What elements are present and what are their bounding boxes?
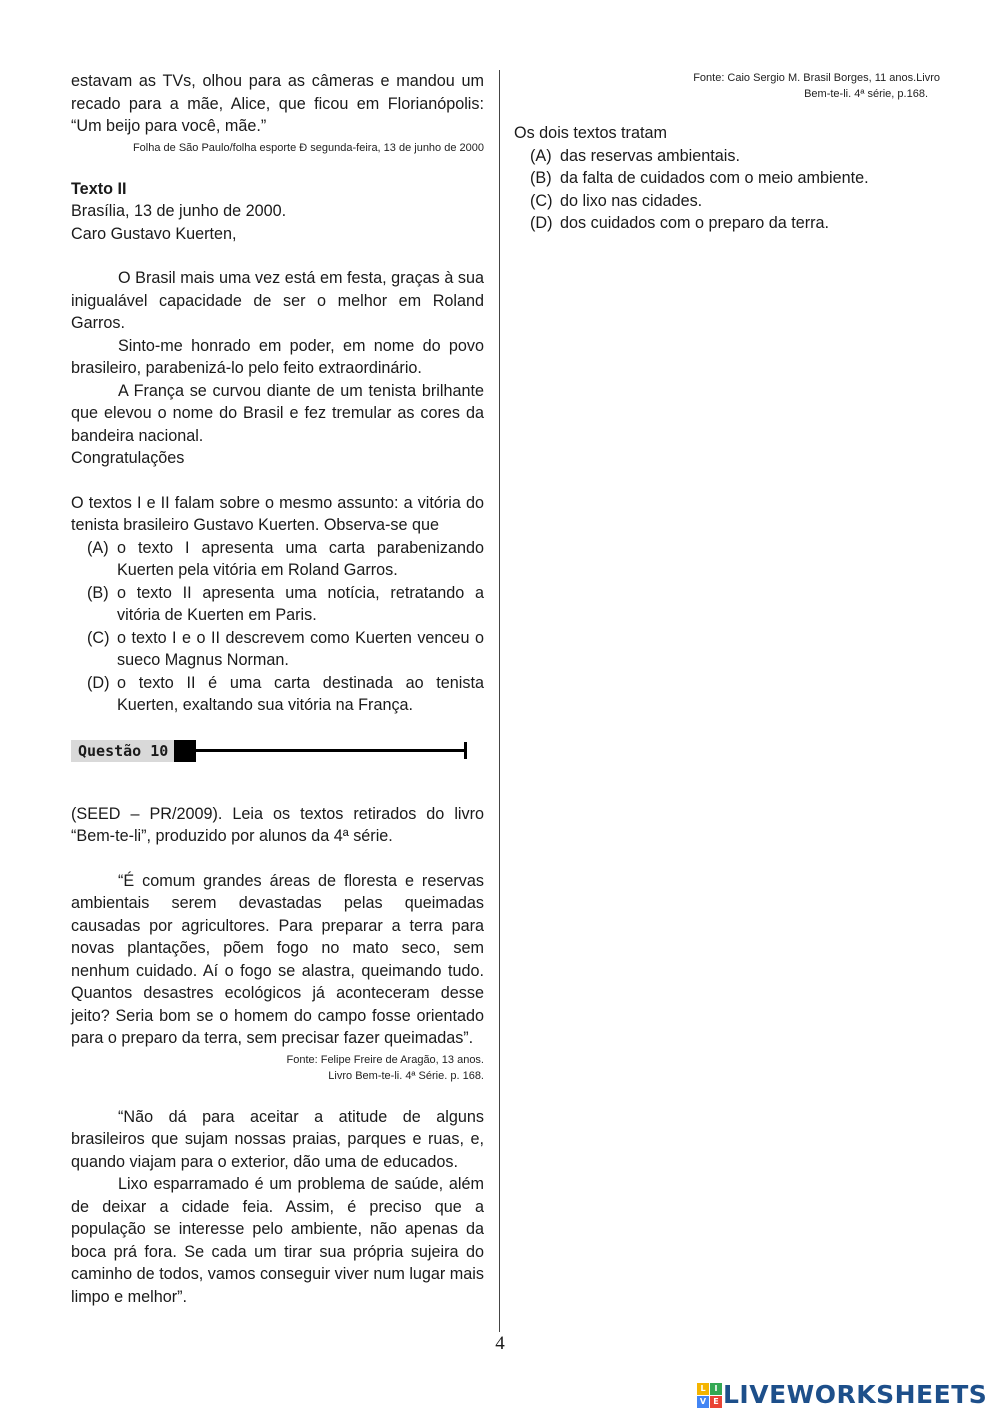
option-text: o texto II apresenta uma notícia, retratando a vitória de Kuerten em Paris. (117, 583, 484, 624)
question9-option-b[interactable] (71, 582, 484, 627)
option-letter: (B) (87, 583, 109, 602)
question10-stem: Os dois textos tratam (514, 124, 667, 142)
liveworksheets-logo (697, 1380, 987, 1409)
question10-source1-line1: Fonte: Felipe Freire de Aragão, 13 anos. (286, 1053, 484, 1066)
question10-option-a[interactable] (514, 145, 928, 168)
header-rule-end (464, 742, 467, 759)
question10-text2-paragraph: “Não dá para aceitar a atitude de alguns brasileiros que sujam nossas praias, parques e ruas, e, quando viajam para o exterior, dão uma de educados. (71, 1107, 484, 1171)
logo-wordmark: LIVEWORKSHEETS (723, 1380, 988, 1409)
question10-source2-line2: Bem-te-li. 4ª série, p.168. (804, 88, 928, 100)
option-letter: (C) (87, 628, 110, 647)
option-letter: (D) (530, 214, 553, 232)
question10-option-b[interactable] (514, 167, 928, 190)
header-rule (196, 749, 464, 752)
question10-option-c[interactable] (514, 190, 928, 213)
question9-stem: O textos I e II falam sobre o mesmo assunto: a vitória do tenista brasileiro Gustavo Kuerten. Observa-se que (71, 493, 484, 534)
question10-header (71, 739, 484, 763)
texto2-date: Brasília, 13 de junho de 2000. (71, 202, 287, 220)
option-text: dos cuidados com o preparo da terra. (560, 214, 830, 232)
right-column (514, 70, 940, 235)
option-text: das reservas ambientais. (560, 146, 740, 165)
question10-label: Questão 10 (71, 740, 174, 762)
question9-option-a[interactable] (71, 537, 484, 582)
question10-source1-line2: Livro Bem-te-li. 4ª Série. p. 168. (328, 1069, 484, 1082)
option-letter: (A) (530, 146, 552, 165)
page-number: 4 (495, 1333, 505, 1354)
option-text: o texto II é uma carta destinada ao tenista Kuerten, exaltando sua vitória na França. (117, 673, 484, 714)
option-text: o texto I e o II descrevem como Kuerten venceu o sueco Magnus Norman. (117, 628, 484, 669)
texto2-paragraph: A França se curvou diante de um tenista brilhante que elevou o nome do Brasil e fez tremular as cores da bandeira nacional. (71, 381, 484, 445)
question10-intro: (SEED – PR/2009). Leia os textos retirados do livro “Bem-te-li”, produzido por alunos da 4ª série. (71, 804, 484, 845)
question9-option-d[interactable] (71, 672, 484, 717)
texto2-closing: Congratulações (71, 449, 185, 467)
option-text: do lixo nas cidades. (560, 191, 703, 210)
column-divider (499, 70, 500, 1332)
option-letter: (B) (530, 169, 552, 187)
question10-option-d[interactable] (514, 212, 928, 235)
option-text: o texto I apresenta uma carta parabenizando Kuerten pela vitória em Roland Garros. (117, 538, 484, 579)
option-letter: (A) (87, 538, 109, 557)
question9-option-c[interactable] (71, 627, 484, 672)
texto2-paragraph: O Brasil mais uma vez está em festa, graças à sua inigualável capacidade de ser o melhor em Roland Garros. (71, 269, 484, 332)
intro-paragraph: estavam as TVs, olhou para as câmeras e mandou um recado para a mãe, Alice, que ficou em Florianópolis: “Um beijo para você, mãe.” (71, 72, 484, 135)
texto2-greeting: Caro Gustavo Kuerten, (71, 224, 237, 243)
left-column (71, 70, 484, 1308)
question10-source2-line1: Fonte: Caio Sergio M. Brasil Borges, 11 anos.Livro (693, 72, 940, 84)
option-letter: (C) (530, 191, 553, 210)
question10-text2-paragraph: Lixo esparramado é um problema de saúde, além de deixar a cidade feia. Assim, é preciso que a população se interesse pelo ambiente, não apenas da boca prá fora. Se cada um tirar sua própria sujeira do caminho de todos, vamos conseguir viver num lugar mais limpo e melhor”. (71, 1175, 484, 1306)
question10-text1: “É comum grandes áreas de floresta e reservas ambientais serem devastadas pelas queimadas causadas por agricultores. Para preparar a terra para novas plantações, põem fogo no mato seco, sem nenhum cuidado. Aí o fogo se alastra, queimando tudo. Quantos desastres ecológicos já aconteceram desse jeito? Seria bom se o homem do campo fosse orientado para o preparo da terra, sem precisar fazer queimadas”. (71, 871, 484, 1047)
option-letter: (D) (87, 673, 110, 692)
option-text: da falta de cuidados com o meio ambiente. (560, 169, 869, 187)
texto2-paragraph: Sinto-me honrado em poder, em nome do povo brasileiro, parabenizá-lo pelo feito extraordinário. (71, 336, 484, 377)
source-text1: Folha de São Paulo/folha esporte Ð segunda-feira, 13 de junho de 2000 (132, 141, 484, 154)
logo-mark-icon: L I V E (697, 1383, 721, 1407)
header-block (174, 740, 196, 762)
texto2-title: Texto II (71, 179, 127, 198)
